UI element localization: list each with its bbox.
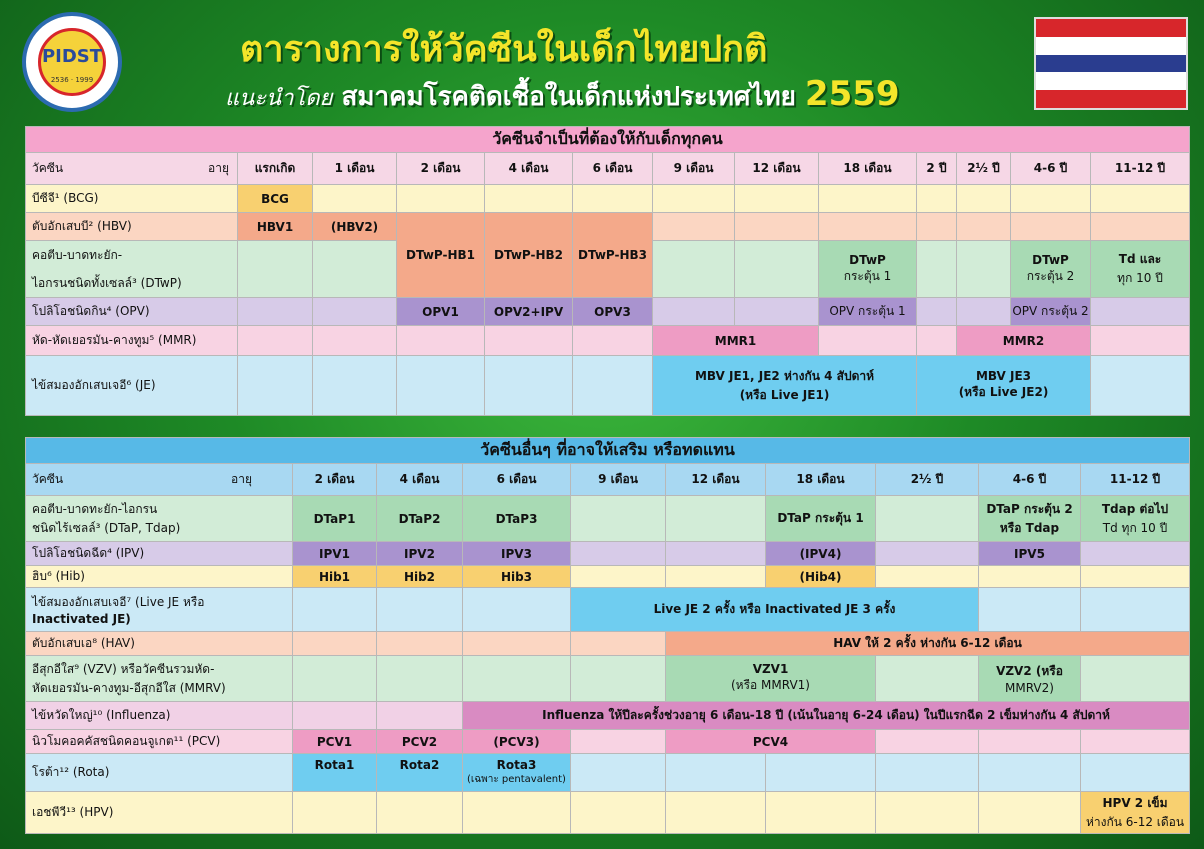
- vaccine-name: เอชพีวี¹³ (HPV): [26, 792, 293, 834]
- dose-cell: BCG: [238, 185, 313, 213]
- page-title: ตารางการให้วัคซีนในเด็กไทยปกติ: [240, 29, 768, 70]
- age-header: 4-6 ปี: [1011, 153, 1091, 185]
- table1-title: วัคซีนจำเป็นที่ต้องให้กับเด็กทุกคน: [26, 127, 1190, 153]
- dose-cell: DTaP3: [463, 496, 571, 542]
- dose-line2: (หรือ MMRV1): [731, 678, 810, 692]
- age-header: 9 เดือน: [653, 153, 735, 185]
- dose-cell: [653, 356, 917, 416]
- dose-line2: ทุก 10 ปี: [1117, 271, 1163, 285]
- dose-line2: Td ทุก 10 ปี: [1102, 520, 1168, 535]
- thai-flag: [1034, 17, 1188, 110]
- dose-line1: MBV JE1, JE2 ห่างกัน 4 สัปดาห์: [694, 368, 875, 383]
- dose-cell: [463, 754, 571, 792]
- pidst-logo: [22, 12, 122, 112]
- dose-cell: OPV3: [573, 298, 653, 326]
- dose-line1: MBV JE3: [975, 369, 1032, 383]
- age-header: 2 ปี: [917, 153, 957, 185]
- dose-cell: DTwP-HB1: [397, 213, 485, 298]
- dose-line2: ห่างกัน 6-12 เดือน: [1085, 814, 1185, 829]
- age-header: 9 เดือน: [571, 464, 666, 496]
- dose-cell: PCV4: [666, 730, 876, 754]
- vaccine-name: [26, 241, 238, 298]
- corner-cell: [26, 464, 293, 496]
- dose-line2: (เฉพาะ pentavalent): [467, 774, 566, 785]
- age-header: 18 เดือน: [819, 153, 917, 185]
- corner-age: อายุ: [208, 161, 229, 175]
- dose-cell: DTaP กระตุ้น 1: [766, 496, 876, 542]
- vaccine-name-line1: คอตีบ-บาดทะยัก-: [32, 248, 123, 262]
- age-header: 2½ ปี: [957, 153, 1011, 185]
- dose-cell: (IPV4): [766, 542, 876, 566]
- dose-cell: [819, 241, 917, 298]
- dose-line1: Rota3: [496, 758, 537, 772]
- dose-cell: MMR1: [653, 326, 819, 356]
- age-header: 6 เดือน: [573, 153, 653, 185]
- dose-cell: Rota2: [377, 754, 463, 792]
- dose-cell: (PCV3): [463, 730, 571, 754]
- age-header: 2½ ปี: [876, 464, 979, 496]
- dose-cell: Live JE 2 ครั้ง หรือ Inactivated JE 3 ครั้ง: [571, 588, 979, 632]
- dose-cell: DTaP2: [377, 496, 463, 542]
- dose-cell: Rota1: [293, 754, 377, 792]
- vaccine-name-line2: ชนิดไร้เซลล์³ (DTaP, Tdap): [32, 520, 181, 535]
- vaccine-name: โรต้า¹² (Rota): [26, 754, 293, 792]
- vaccine-name-line2: หัดเยอรมัน-คางทูม-อีสุกอีใส (MMRV): [32, 680, 226, 695]
- dose-cell: HAV ให้ 2 ครั้ง ห่างกัน 6-12 เดือน: [666, 632, 1190, 656]
- dose-cell: PCV2: [377, 730, 463, 754]
- dose-cell: Hib1: [293, 566, 377, 588]
- vaccine-name: ไข้สมองอักเสบเจอี⁶ (JE): [26, 356, 238, 416]
- age-header: 6 เดือน: [463, 464, 571, 496]
- dose-cell: [979, 496, 1081, 542]
- dose-cell: DTaP1: [293, 496, 377, 542]
- dose-line1: DTaP กระตุ้น 2: [986, 501, 1073, 516]
- dose-line1: Tdap ต่อไป: [1101, 501, 1169, 516]
- vaccine-name: บีซีจี¹ (BCG): [26, 185, 238, 213]
- dose-cell: [1091, 241, 1190, 298]
- age-header: 11-12 ปี: [1091, 153, 1190, 185]
- dose-cell: IPV3: [463, 542, 571, 566]
- age-header: 12 เดือน: [735, 153, 819, 185]
- dose-cell: IPV1: [293, 542, 377, 566]
- vaccine-name: นิวโมคอคคัสชนิดคอนจูเกต¹¹ (PCV): [26, 730, 293, 754]
- vaccine-name: [26, 588, 293, 632]
- logo-text: PIDST: [41, 46, 103, 67]
- vaccine-name: โปลิโอชนิดกิน⁴ (OPV): [26, 298, 238, 326]
- dose-cell: IPV2: [377, 542, 463, 566]
- subtitle-year: 2559: [804, 74, 900, 114]
- age-header: 4-6 ปี: [979, 464, 1081, 496]
- optional-vaccines-table: [25, 437, 1190, 834]
- dose-cell: (Hib4): [766, 566, 876, 588]
- dose-cell: [979, 656, 1081, 702]
- dose-cell: IPV5: [979, 542, 1081, 566]
- vaccine-name: หัด-หัดเยอรมัน-คางทูม⁵ (MMR): [26, 326, 238, 356]
- dose-cell: PCV1: [293, 730, 377, 754]
- corner-vaccine: วัคซีน: [32, 472, 64, 486]
- dose-cell: OPV กระตุ้น 1: [819, 298, 917, 326]
- logo-years: 2536 · 1999: [50, 76, 94, 84]
- dose-line1: HPV 2 เข็ม: [1102, 795, 1168, 810]
- dose-cell: Hib3: [463, 566, 571, 588]
- vaccine-name-line1: คอตีบ-บาดทะยัก-ไอกรน: [32, 501, 158, 516]
- dose-cell: OPV2+IPV: [485, 298, 573, 326]
- dose-line1: DTwP: [1032, 252, 1069, 267]
- dose-cell: (HBV2): [313, 213, 397, 241]
- vaccine-name: [26, 656, 293, 702]
- age-header: 12 เดือน: [666, 464, 766, 496]
- age-header: 4 เดือน: [377, 464, 463, 496]
- vaccine-name-line1: ไข้สมองอักเสบเจอี⁷ (Live JE หรือ: [32, 595, 205, 609]
- essential-vaccines-table: [25, 126, 1190, 416]
- dose-cell: [666, 656, 876, 702]
- dose-line2: หรือ Tdap: [999, 520, 1060, 535]
- dose-cell: DTwP-HB2: [485, 213, 573, 298]
- corner-age: อายุ: [231, 472, 252, 486]
- dose-cell: [917, 356, 1091, 416]
- age-header: แรกเกิด: [238, 153, 313, 185]
- dose-cell: OPV1: [397, 298, 485, 326]
- dose-line1: DTwP: [849, 252, 886, 267]
- dose-cell: DTwP-HB3: [573, 213, 653, 298]
- dose-cell: [1081, 496, 1190, 542]
- dose-cell: MMR2: [957, 326, 1091, 356]
- age-header: 11-12 ปี: [1081, 464, 1190, 496]
- dose-line1: Td และ: [1118, 252, 1162, 266]
- subtitle-by: แนะนำโดย: [225, 86, 333, 111]
- dose-line2: MMRV2): [1005, 681, 1054, 695]
- age-header: 1 เดือน: [313, 153, 397, 185]
- dose-line1: VZV2 (หรือ: [996, 664, 1063, 678]
- dose-line2: กระตุ้น 2: [1026, 268, 1075, 283]
- dose-cell: [1081, 792, 1190, 834]
- dose-line2: กระตุ้น 1: [843, 268, 892, 283]
- age-header: 2 เดือน: [293, 464, 377, 496]
- dose-cell: OPV กระตุ้น 2: [1011, 298, 1091, 326]
- vaccine-name: ตับอักเสบบี² (HBV): [26, 213, 238, 241]
- dose-line2: (หรือ Live JE2): [958, 385, 1049, 399]
- vaccine-name-line2: Inactivated JE): [32, 612, 131, 626]
- vaccine-name: ตับอักเสบเอ⁸ (HAV): [26, 632, 293, 656]
- dose-line1: VZV1: [752, 662, 789, 676]
- dose-cell: [1011, 241, 1091, 298]
- dose-cell: Hib2: [377, 566, 463, 588]
- vaccine-name-line2: ไอกรนชนิดทั้งเซลล์³ (DTwP): [32, 276, 182, 290]
- page-subtitle: [225, 74, 945, 117]
- dose-cell: HBV1: [238, 213, 313, 241]
- vaccine-name-line1: อีสุกอีใส⁹ (VZV) หรือวัคซีนรวมหัด-: [32, 661, 215, 676]
- corner-vaccine: วัคซีน: [32, 161, 64, 175]
- table2-title: วัคซีนอื่นๆ ที่อาจให้เสริม หรือทดแทน: [26, 438, 1190, 464]
- vaccine-name: ไข้หวัดใหญ่¹⁰ (Influenza): [26, 702, 293, 730]
- dose-line2: (หรือ Live JE1): [739, 387, 830, 402]
- vaccine-name: โปลิโอชนิดฉีด⁴ (IPV): [26, 542, 293, 566]
- vaccine-name: [26, 496, 293, 542]
- corner-cell: [26, 153, 238, 185]
- age-header: 2 เดือน: [397, 153, 485, 185]
- vaccine-name: ฮิบ⁶ (Hib): [26, 566, 293, 588]
- age-header: 18 เดือน: [766, 464, 876, 496]
- age-header: 4 เดือน: [485, 153, 573, 185]
- subtitle-org: สมาคมโรคติดเชื้อในเด็กแห่งประเทศไทย: [341, 82, 796, 112]
- dose-cell: Influenza ให้ปีละครั้งช่วงอายุ 6 เดือน-18 ปี (เน้นในอายุ 6-24 เดือน) ในปีแรกฉีด 2 เข็มห่างกัน 4 สัปดาห์: [463, 702, 1190, 730]
